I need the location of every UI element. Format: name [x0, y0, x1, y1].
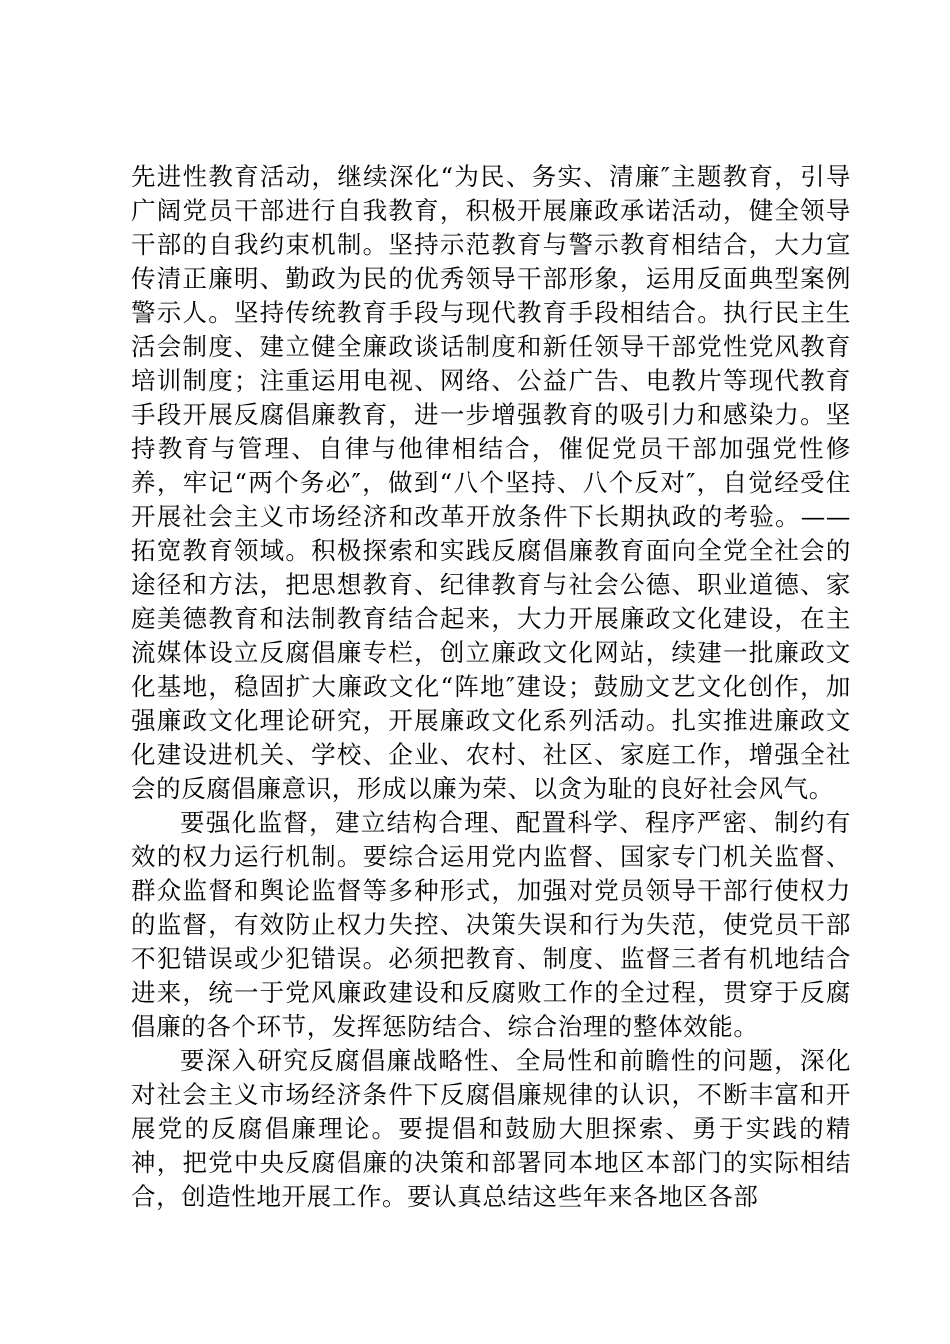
paragraph-1: 先进性教育活动，继续深化“为民、务实、清廉″主题教育，引导广阔党员干部进行自我教育，积极开展廉政承诺活动，健全领导干部的自我约束机制。坚持示范教育与警示教育相结合，大力宣传清正廉明、勤政为民的优秀领导干部形象，运用反面典型案例警示人。坚持传统教育手段与现代教育手段相结合。执行民主生活会制度、建立健全廉政谈话制度和新任领导干部党性党风教育培训制度；注重运用电视、网络、公益广告、电教片等现代教育手段开展反腐倡廉教育，进一步增强教育的吸引力和感染力。坚持教育与管理、自律与他律相结合，催促党员干部加强党性修养，牢记“两个务必″，做到“八个坚持、八个反对″，自觉经受住开展社会主义市场经济和改革开放条件下长期执政的考验。——拓宽教育领域。积极探索和实践反腐倡廉教育面向全党全社会的途径和方法，把思想教育、纪律教育与社会公德、职业道德、家庭美德教育和法制教育结合起来，大力开展廉政文化建设，在主流媒体设立反腐倡廉专栏，创立廉政文化网站，续建一批廉政文化基地，稳固扩大廉政文化“阵地″建设；鼓励文艺文化创作，加强廉政文化理论研究，开展廉政文化系列活动。扎实推进廉政文化建设进机关、学校、企业、农村、社区、家庭工作，增强全社会的反腐倡廉意识，形成以廉为荣、以贪为耻的良好社会风气。 [131, 162, 851, 803]
document-body [131, 160, 851, 1214]
paragraph-2: 要强化监督，建立结构合理、配置科学、程序严密、制约有效的权力运行机制。要综合运用党内监督、国家专门机关监督、群众监督和舆论监督等多种形式，加强对党员领导干部行使权力的监督，有效防止权力失控、决策失误和行为失范，使党员干部不犯错误或少犯错误。必须把教育、制度、监督三者有机地结合进来，统一于党风廉政建设和反腐败工作的全过程，贯穿于反腐倡廉的各个环节，发挥惩防结合、综合治理的整体效能。 [131, 808, 851, 1041]
paragraph-3: 要深入研究反腐倡廉战略性、全局性和前瞻性的问题，深化对社会主义市场经济条件下反腐倡廉规律的认识，不断丰富和开展党的反腐倡廉理论。要提倡和鼓励大胆探索、勇于实践的精神，把党中央反腐倡廉的决策和部署同本地区本部门的实际相结合，创造性地开展工作。要认真总结这些年来各地区各部 [131, 1046, 851, 1211]
